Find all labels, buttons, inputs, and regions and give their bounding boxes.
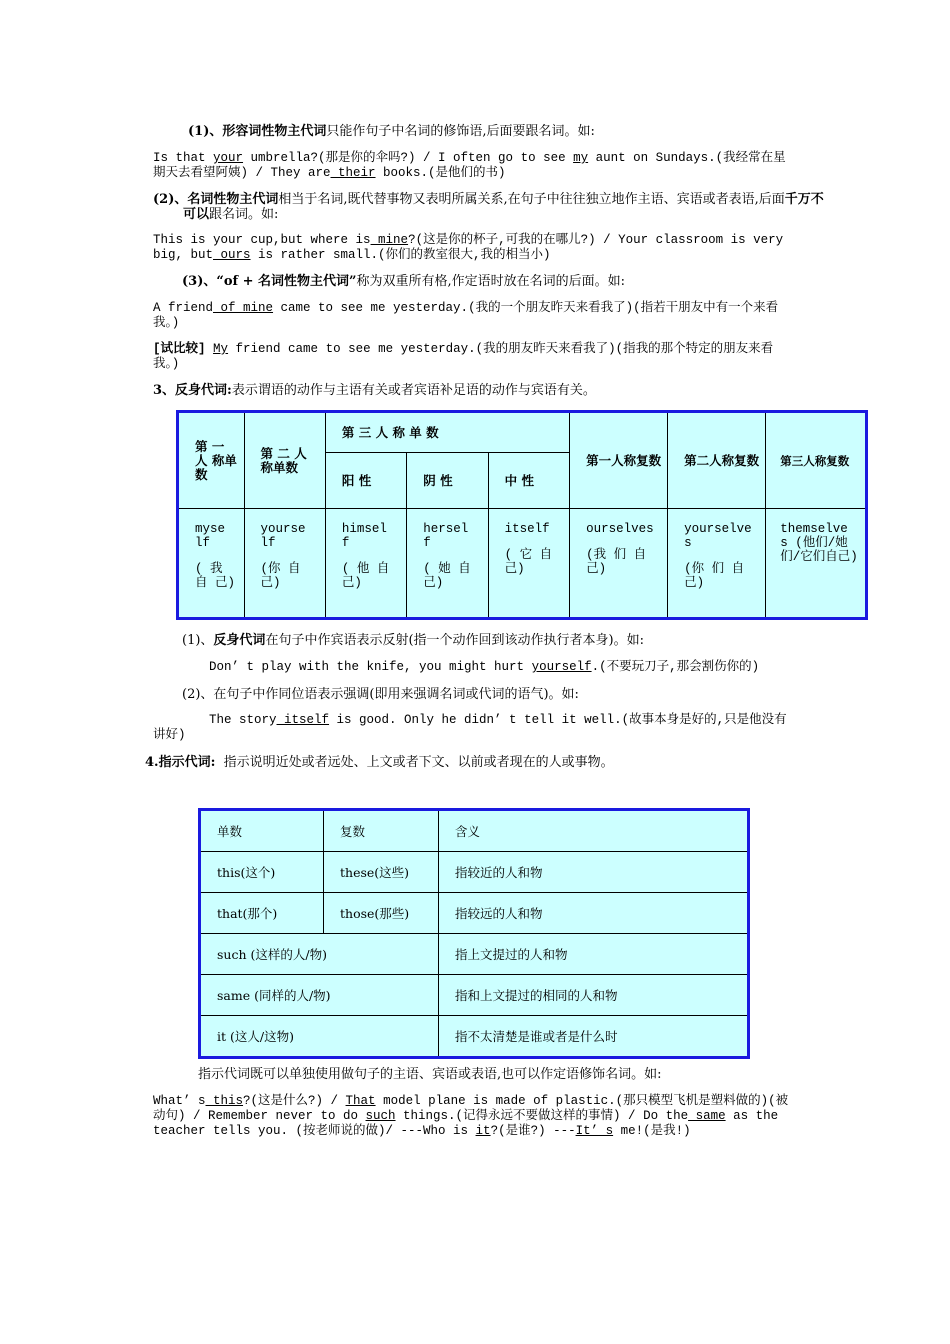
compare-label: [试比较]: [153, 342, 206, 356]
cell-yourselves: yourselve s (你 们 自 己): [668, 509, 766, 619]
cell-himself: himsel f ( 他 自 己): [325, 509, 406, 619]
para-reflexive-object: (1)、反身代词在句子中作宾语表示反射(指一个动作回到该动作执行者本身)。如:: [182, 633, 644, 648]
cell-themselves: themselve s (他们/她们/它们自己): [766, 509, 867, 619]
header-plural: 复数: [324, 810, 439, 852]
cell-herself: hersel f ( 她 自 己): [407, 509, 488, 619]
example-double-possessive: A friend of mine came to see me yesterday.(我的一个朋友昨天来看我了)(指若干朋友中有一个来看我。): [153, 301, 779, 330]
header-second-plural: 第二人称复数: [668, 412, 766, 509]
header-meaning: 含义: [439, 810, 749, 852]
reflexive-pronoun-table: [176, 410, 868, 620]
header-second-singular: 第 二 人 称单数: [244, 412, 325, 509]
table-row: it (这人/这物) 指不太清楚是谁或者是什么时: [200, 1016, 749, 1058]
desc-possessive-adjective: 只能作句子中名词的修饰语,后面要跟名词。如:: [326, 124, 595, 139]
heading-reflexive: 3、反身代词:表示谓语的动作与主语有关或者宾语补足语的动作与宾语有关。: [153, 383, 596, 398]
demonstrative-pronoun-table: [198, 808, 750, 1059]
header-singular: 单数: [200, 810, 324, 852]
cell-myself: myse lf ( 我 自 己): [178, 509, 245, 619]
example-compare: [试比较] My friend came to see me yesterday.(我的朋友昨天来看我了)(指我的那个特定的朋友来看我。): [153, 342, 774, 371]
header-masculine: 阳 性: [325, 453, 406, 509]
para-double-possessive: (3)、“of + 名词性物主代词”称为双重所有格,作定语时放在名词的后面。如:: [182, 274, 626, 289]
example-demonstrative: What’ s this?(这是什么?) / That model plane is made of plastic.(那只模型飞机是塑料做的)(被动句) / Remember never to do such things.(记得永远不要做这样的事情) / Do the same as the teacher tells you. (按老师说的做)/ ---Who is it?(是谁?) ---It’ s me!(是我!): [153, 1094, 789, 1138]
example-possessive-adjective: Is that your umbrella?(那是你的伞吗?) / I often go to see my aunt on Sundays.(我经常在星期天去看望阿姨) / They are their books.(是他们的书): [153, 151, 786, 180]
cell-yourself: yourse lf (你 自 己): [244, 509, 325, 619]
heading-possessive-noun: (2)、名词性物主代词: [153, 192, 279, 207]
para-demonstrative-usage: 指示代词既可以单独使用做句子的主语、宾语或表语,也可以作定语修饰名词。如:: [198, 1067, 662, 1082]
header-neuter: 中 性: [488, 453, 569, 509]
example-possessive-noun: This is your cup,but where is mine?(这是你的杯子,可我的在哪儿?) / Your classroom is very big, but ours is rather small.(你们的教室很大,我的相当小): [153, 233, 784, 262]
cell-ourselves: ourselves (我 们 自 己): [570, 509, 668, 619]
table-row: same (同样的人/物) 指和上文提过的相同的人和物: [200, 975, 749, 1016]
header-feminine: 阴 性: [407, 453, 488, 509]
table-row: that(那个) those(那些) 指较远的人和物: [200, 893, 749, 934]
heading-possessive-adjective: (1)、形容词性物主代词: [188, 124, 327, 139]
para-possessive-noun: (2)、名词性物主代词相当于名词,既代替事物又表明所属关系,在句子中往往独立地作主语、宾语或者表语,后面千万不可以跟名词。如:: [153, 192, 824, 222]
header-first-singular: 第 一 人 称单数: [178, 412, 245, 509]
heading-demonstrative: 4.指示代词: 指示说明近处或者远处、上文或者下文、以前或者现在的人或事物。: [145, 755, 614, 770]
example-reflexive-object: Don’ t play with the knife, you might hurt yourself.(不要玩刀子,那会割伤你的): [209, 660, 760, 674]
table-row: this(这个) these(这些) 指较近的人和物: [200, 852, 749, 893]
para-reflexive-emphasis: (2)、在句子中作同位语表示强调(即用来强调名词或代词的语气)。如:: [182, 687, 579, 702]
header-first-plural: 第一人称复数: [570, 412, 668, 509]
para-possessive-adjective: [188, 124, 798, 139]
heading-double-possessive: (3)、“of + 名词性物主代词”: [182, 274, 357, 289]
header-third-plural: 第三人称复数: [766, 412, 867, 509]
cell-itself: itself ( 它 自 己): [488, 509, 569, 619]
header-third-singular: 第 三 人 称 单 数: [325, 412, 569, 453]
table-row: such (这样的人/物) 指上文提过的人和物: [200, 934, 749, 975]
example-reflexive-emphasis: The story itself is good. Only he didn’ t tell it well.(故事本身是好的,只是他没有讲好): [153, 713, 787, 742]
